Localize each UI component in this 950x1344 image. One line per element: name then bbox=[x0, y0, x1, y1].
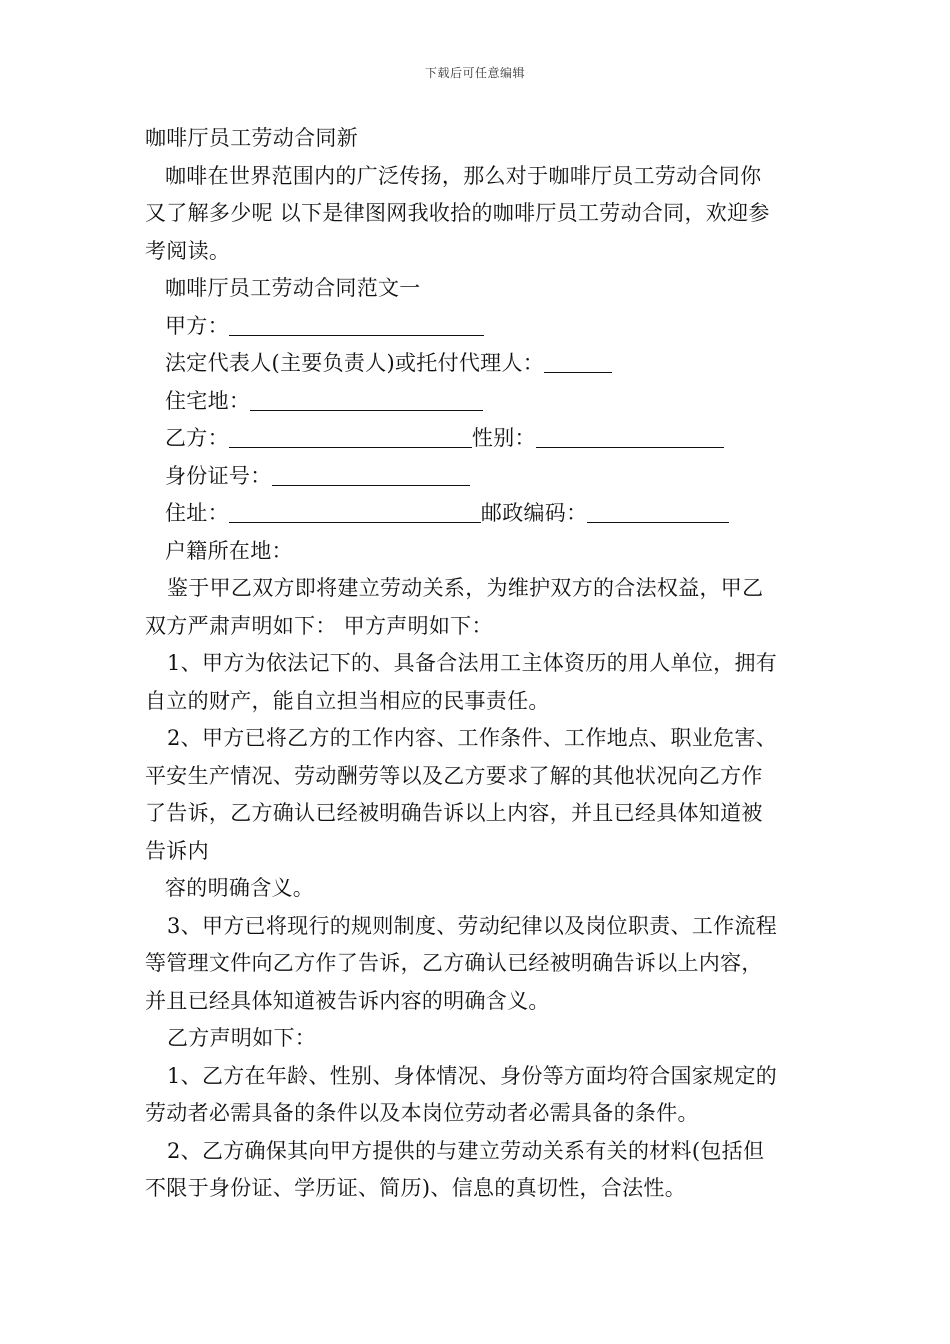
residence-blank bbox=[250, 386, 483, 411]
preamble-line: 双方严肃声明如下： 甲方声明如下： bbox=[145, 613, 493, 638]
party-a-clause-line: 了告诉，乙方确认已经被明确告诉以上内容，并且已经具体知道被 bbox=[145, 801, 763, 825]
page-header-note: 下载后可任意编辑 bbox=[424, 66, 525, 80]
party-a-clause-line: 3、甲方已将现行的规则制度、劳动纪律以及岗位职责、工作流程 bbox=[167, 913, 778, 938]
party-a-blank bbox=[229, 311, 484, 336]
residence-label: 住宅地： bbox=[165, 388, 251, 413]
address-line bbox=[145, 495, 810, 533]
document-title: 咖啡厅员工劳动合同新 bbox=[145, 126, 358, 150]
party-b-blank bbox=[229, 423, 472, 448]
intro-paragraph-line: 考阅读。 bbox=[145, 238, 231, 263]
id-blank bbox=[272, 461, 470, 486]
sample-heading: 咖啡厅员工劳动合同范文一 bbox=[165, 276, 421, 300]
postcode-blank bbox=[587, 498, 729, 523]
party-b-clause-line: 2、乙方确保其向甲方提供的与建立劳动关系有关的材料(包括但 bbox=[167, 1138, 765, 1163]
party-a-clause-line: 平安生产情况、劳动酬劳等以及乙方要求了解的其他状况向乙方作 bbox=[145, 763, 763, 788]
gender-label: 性别： bbox=[471, 426, 536, 450]
party-b-clause-line: 不限于身份证、学历证、简历)、信息的真切性，合法性。 bbox=[145, 1176, 686, 1200]
document-body bbox=[145, 120, 810, 1208]
party-a-clause-line: 并且已经具体知道被告诉内容的明确含义。 bbox=[145, 988, 550, 1013]
postcode-label: 邮政编码： bbox=[480, 501, 588, 525]
intro-paragraph-line: 咖啡在世界范围内的广泛传扬，那么对于咖啡厅员工劳动合同你 bbox=[165, 163, 762, 188]
party-b-label: 乙方： bbox=[165, 426, 229, 450]
household-line: 户籍所在地： bbox=[165, 538, 293, 563]
gender-blank bbox=[536, 423, 724, 448]
party-a-clause-line: 等管理文件向乙方作了告诉，乙方确认已经被明确告诉以上内容， bbox=[145, 951, 763, 975]
id-line bbox=[145, 458, 810, 496]
party-a-clause-line: 1、甲方为依法记下的、具备合法用工主体资历的用人单位，拥有 bbox=[167, 651, 778, 675]
id-label: 身份证号： bbox=[165, 463, 272, 488]
party-a-label: 甲方： bbox=[165, 313, 229, 338]
party-b-clause-line: 1、乙方在年龄、性别、身体情况、身份等方面均符合国家规定的 bbox=[167, 1063, 778, 1088]
preamble-line: 鉴于甲乙双方即将建立劳动关系，为维护双方的合法权益，甲乙 bbox=[167, 576, 764, 600]
legal-rep-blank bbox=[544, 348, 612, 373]
legal-rep-line bbox=[145, 345, 810, 383]
party-a-line bbox=[145, 308, 810, 346]
party-b-heading: 乙方声明如下： bbox=[167, 1026, 317, 1050]
address-blank bbox=[229, 498, 481, 523]
party-a-clause-line: 2、甲方已将乙方的工作内容、工作条件、工作地点、职业危害、 bbox=[167, 726, 778, 750]
party-a-clause-line: 自立的财产，能自立担当相应的民事责任。 bbox=[145, 688, 550, 713]
party-b-line bbox=[145, 420, 810, 458]
address-label: 住址： bbox=[165, 501, 229, 525]
party-a-clause-line: 容的明确含义。 bbox=[165, 876, 315, 900]
intro-paragraph-line: 又了解多少呢 以下是律图网我收拾的咖啡厅员工劳动合同，欢迎参 bbox=[145, 201, 770, 225]
residence-line bbox=[145, 383, 810, 421]
party-a-clause-line: 告诉内 bbox=[145, 838, 209, 863]
legal-rep-label: 法定代表人(主要负责人)或托付代理人： bbox=[165, 351, 545, 375]
party-b-clause-line: 劳动者必需具备的条件以及本岗位劳动者必需具备的条件。 bbox=[145, 1101, 699, 1125]
